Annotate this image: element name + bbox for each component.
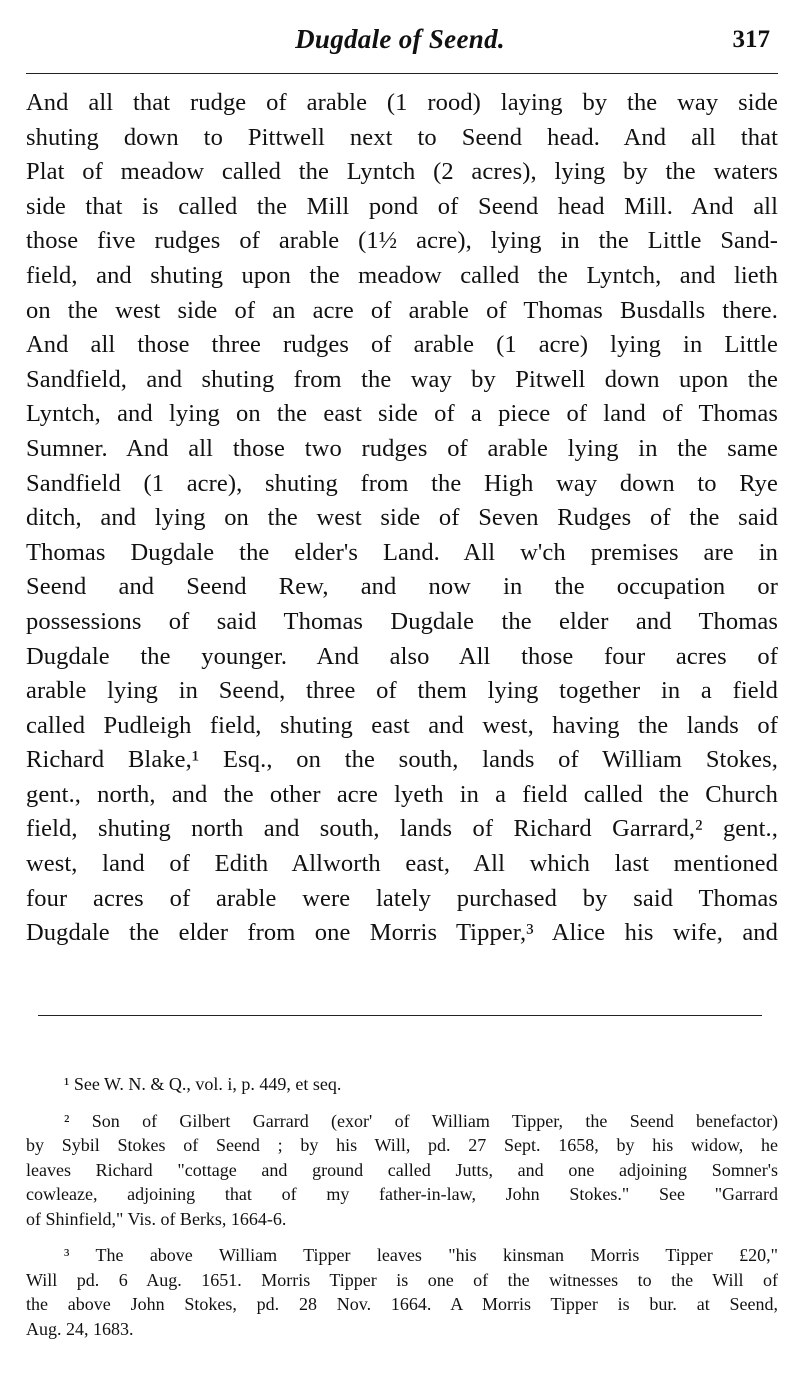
body-line: shuting down to Pittwell next to Seend head. And all that (26, 123, 778, 151)
footnote-3 (26, 1243, 778, 1341)
footnote-line: Will pd. 6 Aug. 1651. Morris Tipper is one of the witnesses to the Will of (26, 1269, 778, 1290)
body-line: Richard Blake,¹ Esq., on the south, lands of William Stokes, (26, 746, 778, 774)
footnote-rule (38, 1015, 762, 1016)
footnote-2 (26, 1109, 778, 1232)
body-line: arable lying in Seend, three of them lying together in a field (26, 677, 778, 705)
footnote-line: ³ The above William Tipper leaves "his kinsman Morris Tipper £20," (64, 1245, 778, 1265)
body-line: Plat of meadow called the Lyntch (2 acres), lying by the waters (26, 158, 778, 186)
body-line: Sandfield, and shuting from the way by Pitwell down upon the (26, 365, 778, 393)
footnote-1 (26, 1072, 778, 1097)
body-line: possessions of said Thomas Dugdale the elder and Thomas (26, 607, 778, 635)
body-line: field, shuting north and south, lands of Richard Garrard,² gent., (26, 815, 778, 843)
footnote-line: Aug. 24, 1683. (26, 1318, 134, 1339)
body-line: And all that rudge of arable (1 rood) laying by the way side (26, 89, 778, 116)
body-line: four acres of arable were lately purchased by said Thomas (26, 884, 778, 912)
footnote-line: cowleaze, adjoining that of my father-in-law, John Stokes." See "Garrard (26, 1184, 778, 1204)
body-line: on the west side of an acre of arable of Thomas Busdalls there. (26, 296, 778, 324)
page-number: 317 (732, 26, 770, 53)
body-line: Lyntch, and lying on the east side of a piece of land of Thomas (26, 400, 778, 428)
body-line: ditch, and lying on the west side of Seven Rudges of the said (26, 504, 778, 532)
footnote-line: the above John Stokes, pd. 28 Nov. 1664. A Morris Tipper is bur. at Seend, (26, 1294, 778, 1314)
footnote-line: of Shinfield," Vis. of Berks, 1664-6. (26, 1208, 287, 1229)
footnotes (26, 1072, 778, 1341)
running-title: Dugdale of Seend. (295, 24, 505, 54)
body-line: Dugdale the elder from one Morris Tipper,³ Alice his wife, and (26, 919, 778, 947)
body-line: west, land of Edith Allworth east, All which last mentioned (26, 850, 778, 878)
body-line: Thomas Dugdale the elder's Land. All w'ch premises are in (26, 538, 778, 566)
header-rule (26, 73, 778, 74)
body-text (26, 86, 778, 951)
body-line: side that is called the Mill pond of Seend head Mill. And all (26, 192, 778, 220)
footnote-line: ² Son of Gilbert Garrard (exor' of William Tipper, the Seend benefactor) (64, 1110, 778, 1131)
body-line: Seend and Seend Rew, and now in the occupation or (26, 573, 778, 601)
body-line: And all those three rudges of arable (1 acre) lying in Little (26, 331, 778, 359)
body-line: gent., north, and the other acre lyeth in a field called the Church (26, 780, 778, 808)
footnote-line: by Sybil Stokes of Seend ; by his Will, pd. 27 Sept. 1658, by his widow, he (26, 1135, 778, 1155)
body-line: Sandfield (1 acre), shuting from the High way down to Rye (26, 469, 778, 497)
body-line: those five rudges of arable (1½ acre), lying in the Little Sand- (26, 227, 778, 255)
footnote-line: leaves Richard "cottage and ground called Jutts, and one adjoining Somner's (26, 1159, 778, 1180)
body-line: field, and shuting upon the meadow called the Lyntch, and lieth (26, 261, 778, 289)
footnote-line: ¹ See W. N. & Q., vol. i, p. 449, et seq. (64, 1074, 342, 1094)
running-header (26, 24, 774, 60)
body-line: Dugdale the younger. And also All those four acres of (26, 642, 778, 670)
body-line: Sumner. And all those two rudges of arable lying in the same (26, 434, 778, 462)
body-line: called Pudleigh field, shuting east and west, having the lands of (26, 711, 778, 739)
